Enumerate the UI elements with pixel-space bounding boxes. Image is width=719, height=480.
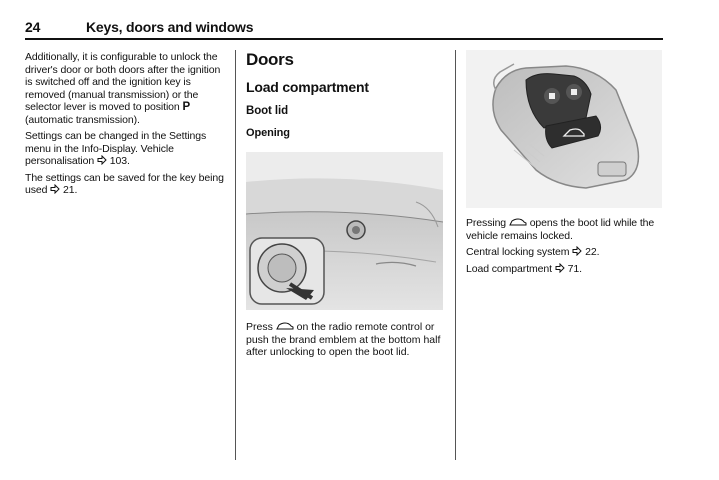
column-divider-right (455, 50, 456, 460)
column-2 (246, 50, 446, 140)
heading-boot-lid: Boot lid (246, 105, 288, 117)
column-1 (25, 51, 225, 201)
paragraph-central-locking: Central locking system 22. (466, 246, 600, 258)
heading-doors: Doors (246, 50, 294, 69)
arrow-reference-icon (555, 263, 565, 273)
heading-load-compartment: Load compartment (246, 79, 369, 95)
page-header (25, 18, 663, 40)
arrow-reference-icon (97, 155, 107, 165)
page-reference-link[interactable]: 22 (585, 246, 597, 258)
boot-lid-illustration (246, 152, 443, 310)
arrow-reference-icon (572, 246, 582, 256)
arrow-reference-icon (50, 184, 60, 194)
paragraph-pressing: Pressing opens the boot lid while the vehicle remains locked. (466, 217, 655, 242)
paragraph-settings: Settings can be changed in the Settings menu in the Info-Display. Vehicle personalisation 103. (25, 130, 207, 167)
chapter-title: Keys, doors and windows (86, 19, 254, 35)
paragraph-personalisation: Additionally, it is configurable to unlock the driver's door or both doors after the ignition is switched off and the ignition key is removed (manual transmission) or the selector lever is moved to position P (automatic transmission). (25, 51, 221, 126)
car-boot-icon (509, 218, 527, 227)
boot-lid-instruction: Press on the radio remote control or push the brand emblem at the bottom half after unlocking to open the boot lid. (246, 321, 441, 358)
paragraph-saved: The settings can be saved for the key being used 21. (25, 171, 224, 196)
heading-opening: Opening (246, 127, 290, 139)
page-reference-link[interactable]: 71 (567, 262, 580, 275)
column-divider-left (235, 50, 236, 460)
column-3 (466, 217, 666, 279)
page-reference-link[interactable]: 21 (63, 184, 75, 196)
car-boot-icon (276, 322, 294, 331)
page-reference-link[interactable]: 103 (109, 155, 128, 167)
key-fob-illustration (466, 50, 662, 208)
paragraph-load-compartment: Load compartment 71. (466, 262, 582, 275)
gear-position-p: P (182, 101, 191, 113)
page-number: 24 (25, 19, 41, 35)
